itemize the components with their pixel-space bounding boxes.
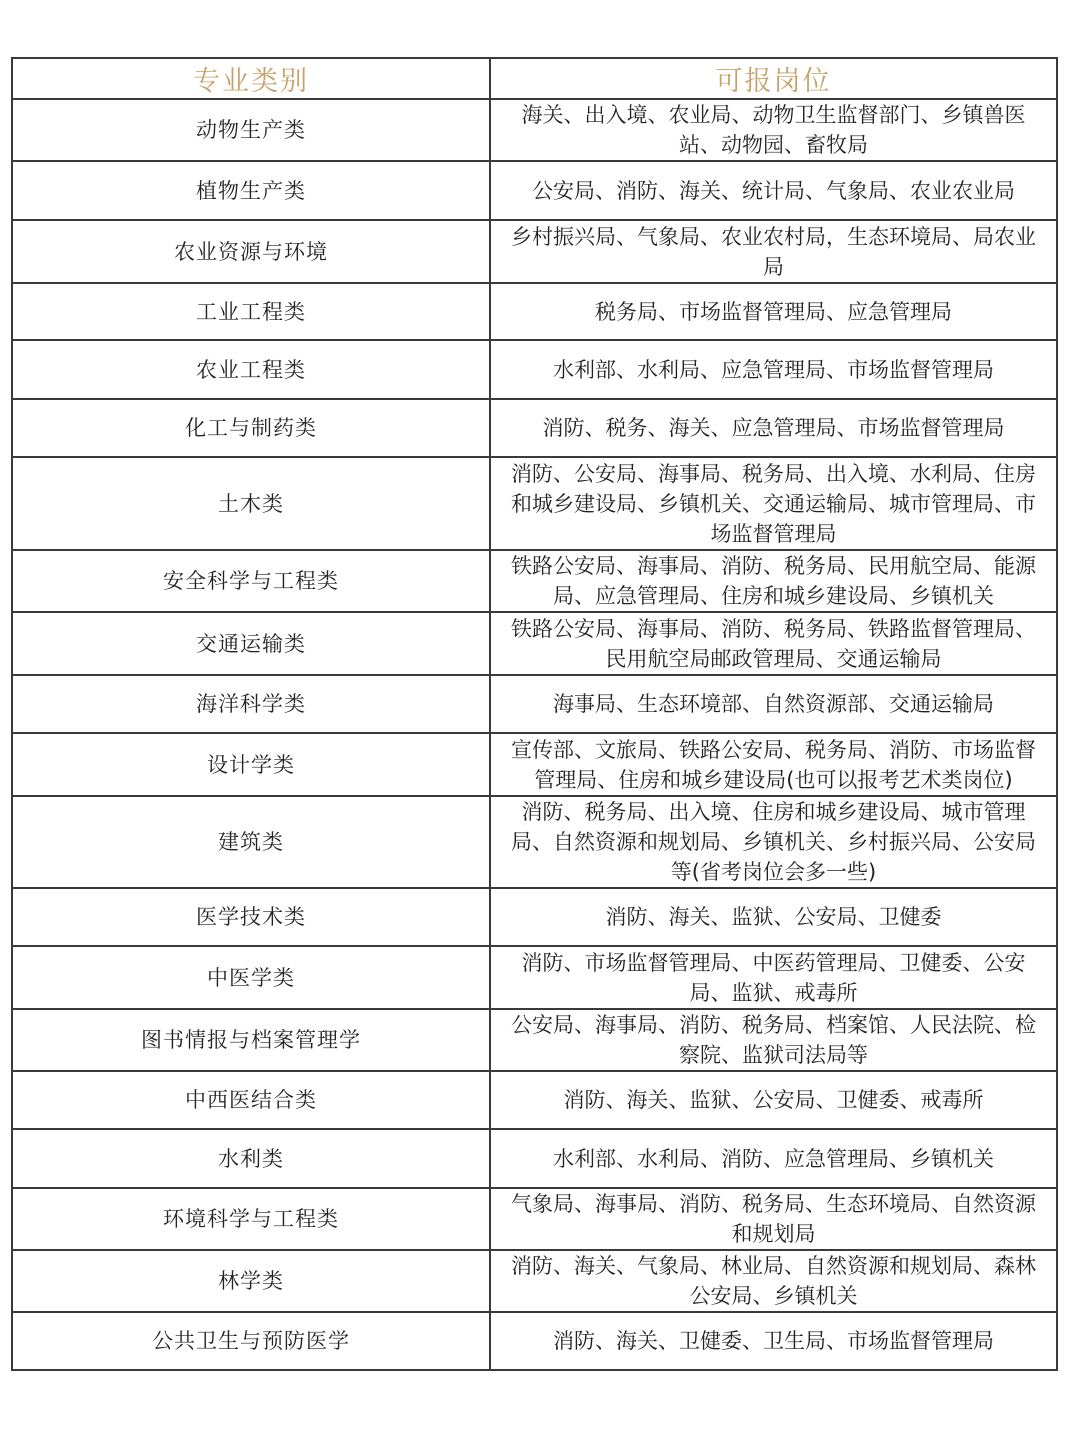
positions-cell: 公安局、消防、海关、统计局、气象局、农业农业局 — [490, 161, 1057, 220]
category-cell: 环境科学与工程类 — [12, 1188, 490, 1250]
table-row — [12, 796, 1057, 888]
category-cell: 海洋科学类 — [12, 675, 490, 733]
positions-cell: 水利部、水利局、消防、应急管理局、乡镇机关 — [490, 1129, 1057, 1188]
positions-cell: 海关、出入境、农业局、动物卫生监督部门、乡镇兽医站、动物园、畜牧局 — [490, 99, 1057, 161]
positions-cell: 消防、税务局、出入境、住房和城乡建设局、城市管理局、自然资源和规划局、乡镇机关、乡村振兴局、公安局等(省考岗位会多一些) — [490, 796, 1057, 888]
table-row — [12, 283, 1057, 340]
positions-cell: 铁路公安局、海事局、消防、税务局、铁路监督管理局、民用航空局邮政管理局、交通运输局 — [490, 612, 1057, 675]
table-body — [12, 99, 1057, 1370]
header-category: 专业类别 — [12, 58, 490, 99]
table-row — [12, 1312, 1057, 1370]
major-position-table — [11, 57, 1058, 1371]
positions-cell: 消防、海关、气象局、林业局、自然资源和规划局、森林公安局、乡镇机关 — [490, 1250, 1057, 1312]
table-row — [12, 1188, 1057, 1250]
table-row — [12, 1009, 1057, 1071]
category-cell: 水利类 — [12, 1129, 490, 1188]
positions-cell: 宣传部、文旅局、铁路公安局、税务局、消防、市场监督管理局、住房和城乡建设局(也可以报考艺术类岗位) — [490, 733, 1057, 796]
table-row — [12, 733, 1057, 796]
category-cell: 植物生产类 — [12, 161, 490, 220]
table-row — [12, 220, 1057, 283]
table-row — [12, 1071, 1057, 1129]
category-cell: 设计学类 — [12, 733, 490, 796]
positions-cell: 消防、海关、监狱、公安局、卫健委、戒毒所 — [490, 1071, 1057, 1129]
category-cell: 工业工程类 — [12, 283, 490, 340]
positions-cell: 消防、税务、海关、应急管理局、市场监督管理局 — [490, 399, 1057, 457]
category-cell: 化工与制药类 — [12, 399, 490, 457]
positions-cell: 消防、公安局、海事局、税务局、出入境、水利局、住房和城乡建设局、乡镇机关、交通运输局、城市管理局、市场监督管理局 — [490, 457, 1057, 550]
category-cell: 农业资源与环境 — [12, 220, 490, 283]
positions-cell: 乡村振兴局、气象局、农业农村局，生态环境局、局农业局 — [490, 220, 1057, 283]
positions-cell: 公安局、海事局、消防、税务局、档案馆、人民法院、检察院、监狱司法局等 — [490, 1009, 1057, 1071]
table-row — [12, 457, 1057, 550]
positions-cell: 水利部、水利局、应急管理局、市场监督管理局 — [490, 340, 1057, 399]
positions-cell: 消防、市场监督管理局、中医药管理局、卫健委、公安局、监狱、戒毒所 — [490, 946, 1057, 1009]
category-cell: 动物生产类 — [12, 99, 490, 161]
category-cell: 中医学类 — [12, 946, 490, 1009]
positions-cell: 铁路公安局、海事局、消防、税务局、民用航空局、能源局、应急管理局、住房和城乡建设局、乡镇机关 — [490, 550, 1057, 612]
positions-cell: 税务局、市场监督管理局、应急管理局 — [490, 283, 1057, 340]
table-row — [12, 550, 1057, 612]
table-row — [12, 888, 1057, 946]
category-cell: 农业工程类 — [12, 340, 490, 399]
category-cell: 交通运输类 — [12, 612, 490, 675]
positions-cell: 气象局、海事局、消防、税务局、生态环境局、自然资源和规划局 — [490, 1188, 1057, 1250]
table-row — [12, 1129, 1057, 1188]
header-positions: 可报岗位 — [490, 58, 1057, 99]
positions-cell: 消防、海关、监狱、公安局、卫健委 — [490, 888, 1057, 946]
table-row — [12, 612, 1057, 675]
table-row — [12, 399, 1057, 457]
category-cell: 图书情报与档案管理学 — [12, 1009, 490, 1071]
category-cell: 中西医结合类 — [12, 1071, 490, 1129]
table-row — [12, 946, 1057, 1009]
table-row — [12, 1250, 1057, 1312]
table-header-row — [12, 58, 1057, 99]
category-cell: 医学技术类 — [12, 888, 490, 946]
category-cell: 安全科学与工程类 — [12, 550, 490, 612]
category-cell: 土木类 — [12, 457, 490, 550]
table-row — [12, 99, 1057, 161]
table-row — [12, 161, 1057, 220]
table-row — [12, 675, 1057, 733]
table-row — [12, 340, 1057, 399]
positions-cell: 消防、海关、卫健委、卫生局、市场监督管理局 — [490, 1312, 1057, 1370]
positions-cell: 海事局、生态环境部、自然资源部、交通运输局 — [490, 675, 1057, 733]
category-cell: 林学类 — [12, 1250, 490, 1312]
category-cell: 公共卫生与预防医学 — [12, 1312, 490, 1370]
category-cell: 建筑类 — [12, 796, 490, 888]
